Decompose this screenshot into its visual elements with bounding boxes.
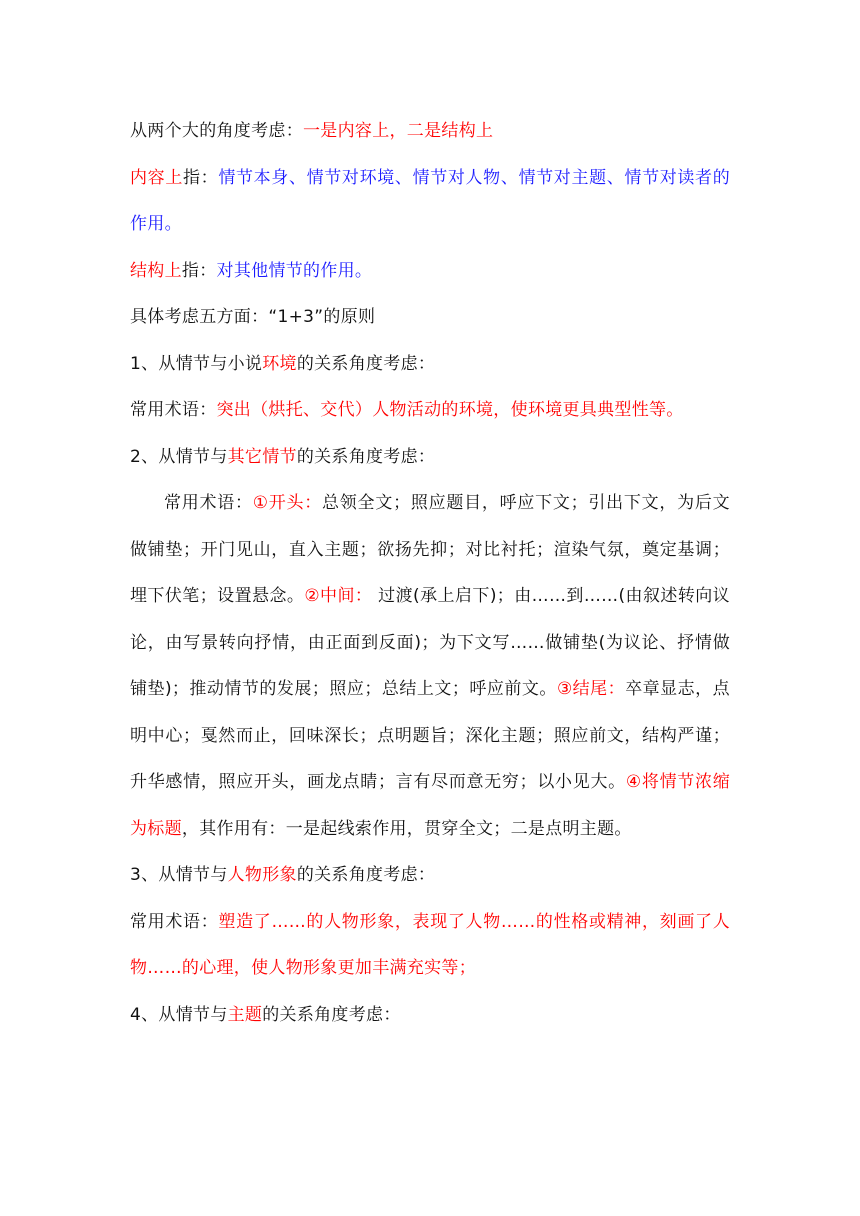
paragraph-p9 <box>130 852 730 899</box>
text-run: 从两个大的角度考虑： <box>130 121 303 141</box>
paragraph-p5 <box>130 341 730 388</box>
text-run: ，其作用有：一是起线索作用，贯穿全文；二是点明主题。 <box>181 818 632 839</box>
text-run: 卒章显志，点明中心；戛然而止，回味深长；点明题旨；深化主题；照应前文，结构严谨；升华感情，照应开头，画龙点睛；言有尽而意无穷；以小见大。 <box>130 679 730 792</box>
text-run: 具体考虑五方面：“1+3”的原则 <box>130 307 376 327</box>
paragraph-p11 <box>130 992 730 1039</box>
text-run: ④将情节浓缩为标题 <box>130 772 730 839</box>
text-run: 内容上 <box>130 167 183 188</box>
text-run: 环境 <box>262 353 297 374</box>
text-run: 对其他情节的作用。 <box>216 260 373 281</box>
text-run: 突出（烘托、交代）人物活动的环境，使环境更具典型性等。 <box>216 400 684 420</box>
text-run: 总领全文；照应题目，呼应下文；引出下文，为后文做铺垫；开门见山，直入主题；欲扬先抑；对比衬托；渲染气氛，奠定基调；埋下伏笔；设置悬念。 <box>130 493 730 606</box>
text-run: 3、从情节与 <box>130 865 228 885</box>
paragraph-p7 <box>130 434 730 481</box>
paragraph-p8 <box>130 480 730 852</box>
paragraph-p6 <box>130 387 730 434</box>
text-run: 的关系角度考虑： <box>296 353 436 374</box>
text-run: 结构上 <box>130 260 182 281</box>
text-run: 过渡(承上启下)；由……到……(由叙述转向议论，由写景转向抒情，由正面到反面)；为下文写……做铺垫(为议论、抒情做铺垫)；推动情节的发展；照应；总结上文；呼应前文。 <box>130 586 730 699</box>
text-run: ③结尾： <box>556 679 626 699</box>
text-run: 情节本身、情节对环境、情节对人物、情节对主题、情节对读者的作用。 <box>130 167 731 234</box>
text-run: 2、从情节与 <box>130 446 228 467</box>
document-body <box>130 108 730 1038</box>
text-run: 常用术语： <box>130 911 219 932</box>
text-run: 其它情节 <box>227 446 297 467</box>
paragraph-p4 <box>130 294 730 341</box>
text-run: 人物形象 <box>227 865 297 885</box>
paragraph-p10 <box>130 899 730 992</box>
text-run: 的关系角度考虑： <box>296 865 436 885</box>
text-run: 塑造了……的人物形象，表现了人物……的性格或精神，刻画了人物……的心理，使人物形象更加丰满充实等； <box>130 911 730 978</box>
text-run: 常用术语： <box>164 493 253 513</box>
text-run: ①开头： <box>252 493 323 513</box>
paragraph-p1 <box>130 108 730 155</box>
paragraph-p2 <box>130 155 730 248</box>
text-run: 1、从情节与小说 <box>130 353 263 374</box>
text-run: ②中间： <box>304 586 373 606</box>
text-run: 的关系角度考虑： <box>296 446 436 467</box>
text-run: 常用术语： <box>130 400 217 420</box>
text-run: 指： <box>181 260 217 281</box>
text-run: 主题 <box>227 1004 263 1025</box>
text-run: 的关系角度考虑： <box>262 1004 401 1025</box>
paragraph-p3 <box>130 248 730 295</box>
text-run: 一是内容上，二是结构上 <box>303 121 494 141</box>
text-run: 4、从情节与 <box>130 1004 228 1025</box>
text-run: 指： <box>182 167 219 188</box>
